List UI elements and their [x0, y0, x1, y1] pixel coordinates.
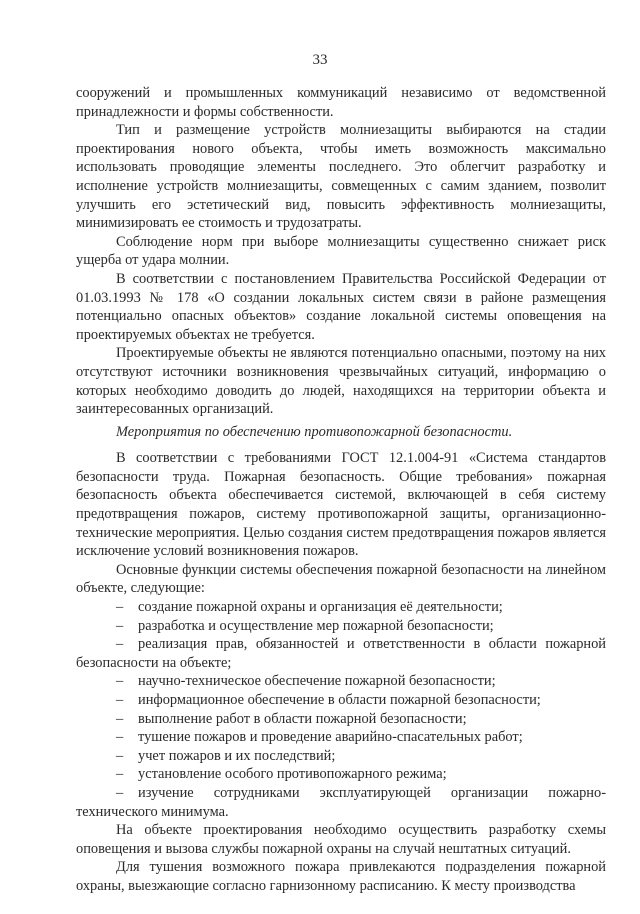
dash-marker: – — [116, 636, 124, 653]
list-item-text: реализация прав, обязанностей и ответственности в области пожарной безопасности на объекте; — [76, 636, 606, 671]
page-content — [76, 84, 606, 896]
list-item-text: разработка и осуществление мер пожарной безопасности; — [138, 617, 494, 634]
list-item-text: установление особого противопожарного режима; — [138, 766, 447, 783]
list-item-text: информационное обеспечение в области пожарной безопасности; — [138, 692, 541, 708]
dash-marker: – — [116, 617, 124, 634]
paragraph: Проектируемые объекты не являются потенциально опасными, поэтому на них отсутствуют источники возникновения чрезвычайных ситуаций, информацию о которых необходимо доводить до людей, находящихся на территории объекта и заинтересованных организаций. — [76, 345, 606, 418]
paragraph: Основные функции системы обеспечения пожарной безопасности на линейном объекте, следующие: — [76, 561, 606, 597]
dash-marker: – — [116, 710, 124, 727]
list-item — [76, 635, 606, 672]
paragraph: Для тушения возможного пожара привлекаются подразделения пожарной охраны, выезжающие согласно гарнизонному расписанию. К месту производства — [76, 859, 606, 894]
section-heading: Мероприятия по обеспечению противопожарной безопасности. — [116, 423, 513, 440]
paragraph-continuation: сооружений и промышленных коммуникаций независимо от ведомственной принадлежности и формы собственности. — [76, 85, 606, 120]
dash-marker: – — [116, 747, 124, 764]
list-item-text: научно-техническое обеспечение пожарной безопасности; — [138, 673, 496, 690]
list-item — [76, 672, 606, 691]
list-item — [76, 728, 606, 747]
paragraph: Соблюдение норм при выборе молниезащиты существенно снижает риск ущерба от удара молнии. — [76, 233, 606, 269]
list-item — [76, 784, 606, 821]
dash-marker: – — [116, 692, 124, 708]
page-number: 33 — [312, 52, 328, 68]
dash-marker: – — [116, 673, 124, 690]
list-item-text: создание пожарной охраны и организация её деятельности; — [138, 599, 503, 616]
dash-marker: – — [116, 729, 124, 746]
list-item-text: учет пожаров и их последствий; — [138, 747, 336, 764]
paragraph: В соответствии с постановлением Правительства Российской Федерации от 01.03.1993 № 178 «О создании локальных систем связи в районе размещения потенциально опасных объектов» создание локальной системы оповещения на проектируемых объектах не требуется. — [76, 270, 606, 343]
paragraph: На объекте проектирования необходимо осуществить разработку схемы оповещения и вызова службы пожарной охраны на случай нештатных ситуаций. — [76, 822, 606, 857]
dash-marker: – — [116, 599, 124, 616]
dash-marker: – — [116, 766, 124, 783]
list-item — [76, 747, 606, 766]
paragraph: Тип и размещение устройств молниезащиты выбираются на стадии проектирования нового объекта, чтобы иметь возможность максимально использовать проводящие элементы последнего. Это облегчит разработку и исполнение устройств молниезащиты, совмещенных с самим зданием, позволит улучшить его эстетический вид, повысить эффективность молниезащиты, минимизировать ее стоимость и трудозатраты. — [76, 122, 606, 232]
list-item-text: выполнение работ в области пожарной безопасности; — [138, 710, 467, 727]
list-item — [76, 598, 606, 617]
paragraph: В соответствии с требованиями ГОСТ 12.1.004-91 «Система стандартов безопасности труда. Пожарная безопасность. Общие требования» пожарная безопасность объекта обеспечивается системой, включающей в себя систему предотвращения пожаров, систему противопожарной защиты, организационно-технические мероприятия. Целью создания систем предотвращения пожаров является исключение условий возникновения пожаров. — [76, 450, 606, 560]
list-item — [76, 765, 606, 784]
dash-marker: – — [116, 784, 124, 801]
list-item-text: изучение сотрудниками эксплуатирующей организации пожарно-технического минимума. — [76, 784, 606, 820]
list-item — [76, 710, 606, 729]
list-item — [76, 691, 606, 710]
list-item — [76, 617, 606, 636]
list-item-text: тушение пожаров и проведение аварийно-спасательных работ; — [138, 729, 523, 746]
